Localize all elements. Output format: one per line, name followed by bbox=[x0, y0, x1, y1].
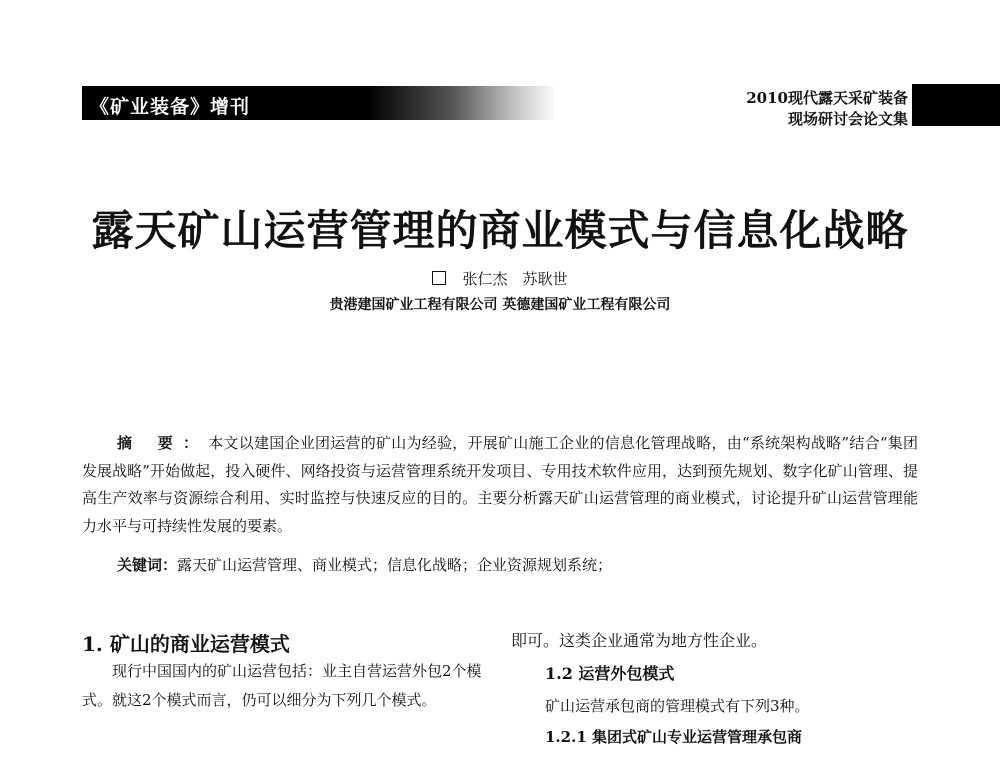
keywords-label: 关键词： bbox=[117, 556, 178, 574]
abstract bbox=[82, 430, 918, 540]
author-box-icon bbox=[432, 271, 446, 285]
abstract-text: 本文以建国企业团运营的矿山为经验，开展矿山施工企业的信息化管理战略，由“系统架构战略”结合“集团发展战略”开始做起，投入硬件、网络投资与运营管理系统开发项目、专用技术软件应用，达到预先规划、数字化矿山管理、提高生产效率与资源综合利用、实时监控与快速反应的目的。主要分析露天矿山运营管理的商业模式，讨论提升矿山运营管理能力水平与可持续性发展的要素。 bbox=[82, 434, 918, 535]
right-column-line-1: 即可。这类企业通常为地方性企业。 bbox=[511, 631, 768, 650]
journal-label: 《矿业装备》增刊 bbox=[90, 96, 251, 118]
section-1-2-1-heading: 1.2.1 集团式矿山专业运营管理承包商 bbox=[545, 728, 802, 746]
right-column-line-2: 矿山运营承包商的管理模式有下列3种。 bbox=[545, 697, 810, 715]
paper-title: 露天矿山运营管理的商业模式与信息化战略 bbox=[91, 206, 909, 255]
author-names: 张仁杰 苏耿世 bbox=[462, 270, 568, 288]
abstract-label: 摘 要： bbox=[117, 434, 209, 452]
header-black-block bbox=[912, 84, 1000, 126]
section-1-paragraph: 现行中国国内的矿山运营包括：业主自营运营外包2个模式。就这2个模式而言，仍可以细分为下列几个模式。 bbox=[82, 662, 482, 709]
proceedings-title-line1: 2010现代露天采矿装备 bbox=[746, 89, 908, 107]
section-1-heading: 1. 矿山的商业运营模式 bbox=[82, 632, 290, 656]
author-line bbox=[0, 268, 1000, 289]
keywords bbox=[117, 554, 612, 575]
keywords-text: 露天矿山运营管理、商业模式；信息化战略；企业资源规划系统； bbox=[177, 556, 613, 574]
affiliations: 贵港建国矿业工程有限公司 英德建国矿业工程有限公司 bbox=[329, 297, 671, 313]
proceedings-title-line2: 现场研讨会论文集 bbox=[787, 110, 908, 128]
section-1-2-heading: 1.2 运营外包模式 bbox=[545, 664, 675, 683]
